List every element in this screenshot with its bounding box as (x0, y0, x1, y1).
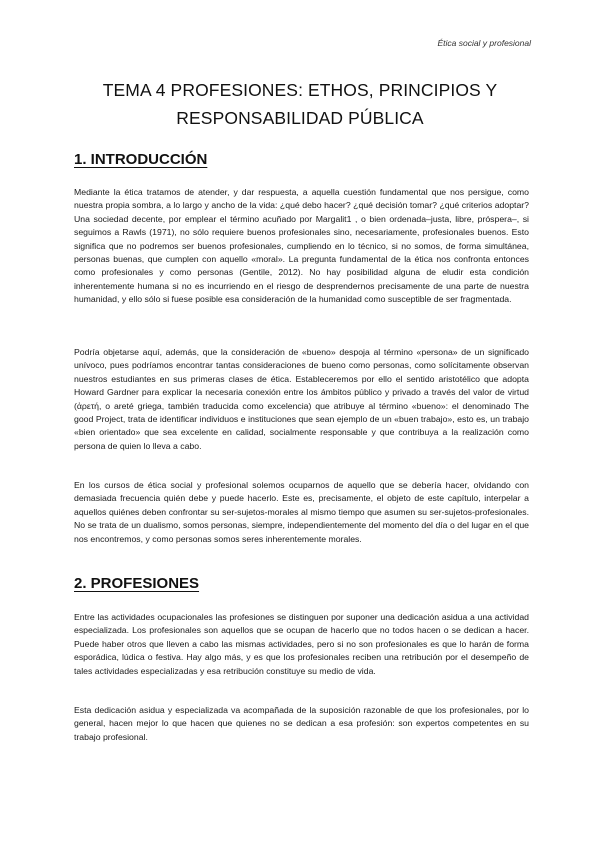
document-title (60, 76, 540, 132)
section-heading-introduccion: 1. INTRODUCCIÓN (74, 151, 208, 168)
paragraph: Mediante la ética tratamos de atender, y dar respuesta, a aquella cuestión fundamental que nos persigue, como nuestra propia sombra, a lo largo y ancho de la vida: ¿qué debo hacer? ¿qué decisión tomar? ¿qué criterios adoptar? Una sociedad decente, por emplear el término acuñado por Margalit1 , o bien ordenada–justa, libre, próspera–, si seguimos a Rawls (1971), no sólo requiere buenos profesionales sino, necesariamente, profesionales buenos. Esto significa que no podremos ser buenos profesionales, cumpliendo en lo técnico, si no somos, de forma simultánea, personas buenas, que cumplen con aquello «moral». La pregunta fundamental de la ética nos confronta entonces como profesionales y como personas (Gentile, 2012). No hay posibilidad alguna de eludir esta condición inherentemente humana si no es incurriendo en el riesgo de desprendernos precisamente de una parte de nuestra humanidad, y ello sólo si fuese posible esa consideración de la humanidad como susceptible de ser fragmentada. (74, 187, 529, 305)
paragraph: Esta dedicación asidua y especializada va acompañada de la suposición razonable de que los profesionales, por lo general, hacen mejor lo que hacen que quienes no se dedican a esa profesión: son expertos competentes en su trabajo profesional. (74, 705, 529, 742)
title-line-1: TEMA 4 PROFESIONES: ETHOS, PRINCIPIOS Y (102, 80, 498, 100)
section-heading-profesiones: 2. PROFESIONES (74, 575, 200, 592)
paragraph: Entre las actividades ocupacionales las profesiones se distinguen por suponer una dedicación asidua a una actividad especializada. Los profesionales son aquellos que se ocupan de hacerlo que no todos hacen o se dedican a hacer. Puede haber otros que lleven a cabo las mismas actividades, pero si no son profesionales es que lo harán de forma esporádica, lúdica o festiva. Hay algo más, y es que los profesionales reciben una retribución por el desempeño de tales actividades especializadas y esa retribución constituye su medio de vida. (74, 612, 529, 676)
title-line-2: RESPONSABILIDAD PÚBLICA (176, 108, 424, 128)
paragraph: Podría objetarse aquí, además, que la consideración de «bueno» despoja al término «persona» de un significado unívoco, pues podríamos encontrar tantas consideraciones de bueno como personas, como solícitamente observan nuestros estudiantes en sus primeras clases de ética. Estableceremos por ello el sentido aristotélico que adopta Howard Gardner para explicar la necesaria conexión entre los ámbitos público y privado a través del valor de virtud (ἀρετή, o areté griega, también traducida como excelencia) que atribuye al término «bueno»: el denominado The good Project, trata de identificar individuos e instituciones que sean ejemplo de un «buen trabajo», esto es, un trabajo «bien orientado» que sea excelente en calidad, socialmente responsable y que contribuya a la realización como persona de quien lo lleva a cabo. (74, 347, 529, 451)
paragraph: En los cursos de ética social y profesional solemos ocuparnos de aquello que se debería hacer, olvidando con demasiada frecuencia quién debe y puede hacerlo. Este es, precisamente, el objeto de este capítulo, interpelar a aquellos quiénes deben confrontar su ser-sujetos-morales al mismo tiempo que asumen su ser-sujetos-profesionales. No se trata de un dualismo, somos personas, siempre, independientemente del momento del día o del lugar en el que nos encontremos, y como personas somos seres inherentemente morales. (74, 480, 529, 544)
running-header: Ética social y profesional (437, 38, 531, 48)
